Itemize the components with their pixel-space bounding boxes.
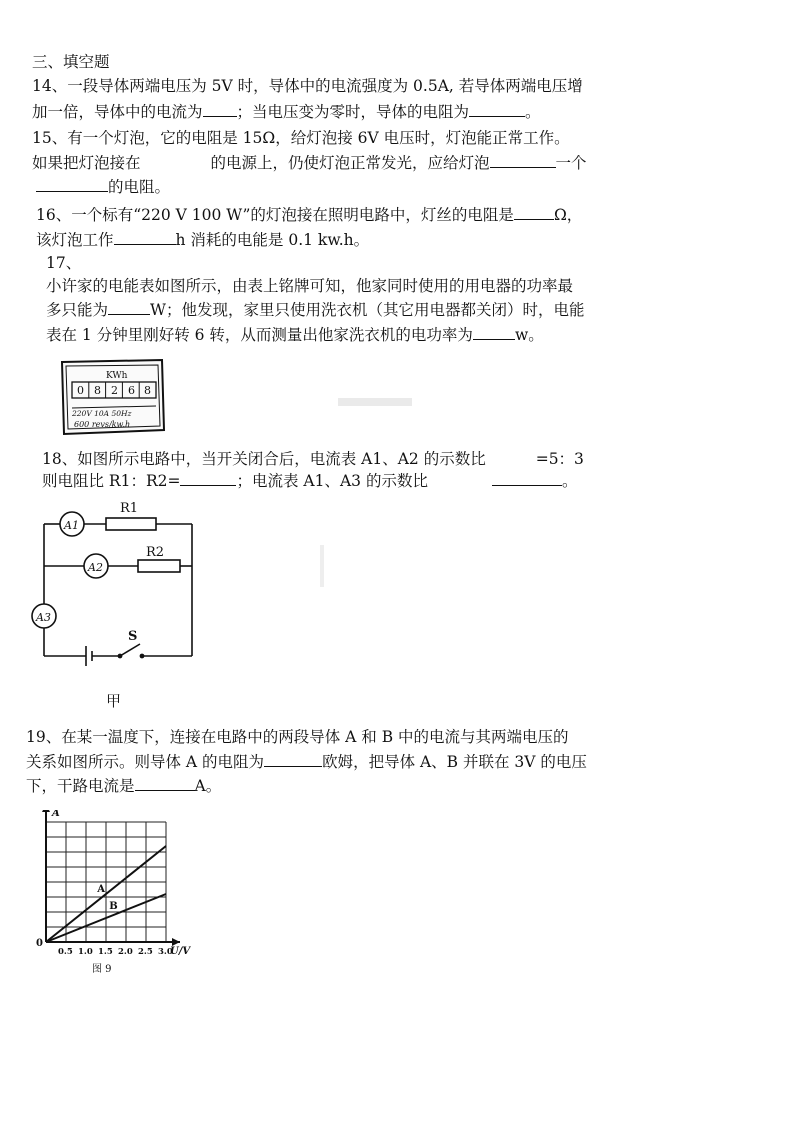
switch-label: S bbox=[128, 629, 138, 644]
q18-line2 bbox=[42, 471, 577, 491]
q18-text-2b: ；电流表 A1、A3 的示数比 bbox=[236, 472, 428, 490]
q19-text-3b: A。 bbox=[194, 777, 222, 795]
meter-digit: 6 bbox=[128, 384, 135, 397]
q16-line1 bbox=[36, 205, 582, 225]
ammeter-a3-label: A3 bbox=[36, 611, 51, 624]
q15-line1 bbox=[32, 128, 570, 148]
answer-blank[interactable] bbox=[490, 153, 556, 168]
iu-chart bbox=[30, 810, 210, 980]
meter-digit: 2 bbox=[111, 384, 118, 397]
section-title-text: 三、填空题 bbox=[32, 53, 110, 71]
q19-text-1: 19、在某一温度下，连接在电路中的两段导体 A 和 B 中的电流与其两端电压的 bbox=[26, 728, 569, 746]
x-axis-arrow bbox=[172, 938, 180, 946]
origin-label: 0 bbox=[36, 938, 43, 949]
q14-line2 bbox=[32, 102, 541, 122]
answer-blank[interactable] bbox=[135, 776, 195, 791]
q16-text-1b: Ω， bbox=[553, 206, 583, 224]
circuit-caption: 甲 bbox=[106, 692, 122, 710]
q14-text-2b: ；当电压变为零时，导体的电阻为 bbox=[236, 103, 470, 121]
section-title bbox=[32, 52, 110, 72]
q14-text-2a: 加一倍，导体中的电流为 bbox=[32, 103, 203, 121]
answer-blank[interactable] bbox=[203, 102, 237, 117]
answer-blank[interactable] bbox=[514, 205, 554, 220]
x-tick-label: 3.0 bbox=[158, 947, 173, 957]
meter-rating-label: 220V 10A 50Hz bbox=[72, 409, 132, 418]
energy-meter-figure bbox=[58, 356, 168, 440]
q15-text-2a: 如果把灯泡接在 bbox=[32, 154, 141, 172]
q18-text-2a: 则电阻比 R1：R2= bbox=[42, 472, 181, 490]
q19-line1 bbox=[26, 727, 569, 747]
q15-line2 bbox=[32, 153, 587, 173]
x-tick-label: 1.5 bbox=[98, 947, 113, 957]
q17-text-3a: 表在 1 分钟里刚好转 6 转，从而测量出他家洗衣机的电功率为 bbox=[46, 326, 473, 344]
q15-text-1: 15、有一个灯泡，它的电阻是 15Ω，给灯泡接 6V 电压时，灯泡能正常工作。 bbox=[32, 129, 570, 147]
answer-blank[interactable] bbox=[264, 752, 322, 767]
q16-text-1a: 16、一个标有“220 V 100 W”的灯泡接在照明电路中，灯丝的电阻是 bbox=[36, 206, 514, 224]
q17-text-2a: 多只能为 bbox=[46, 301, 109, 319]
q15-text-2b: 的电源上，仍使灯泡正常发光，应给灯泡 bbox=[210, 154, 490, 172]
q17-number bbox=[46, 253, 81, 273]
scan-smudge bbox=[320, 545, 324, 587]
answer-blank[interactable] bbox=[492, 471, 562, 486]
x-tick-label: 1.0 bbox=[78, 947, 93, 957]
chart-labels bbox=[36, 810, 191, 975]
answer-blank[interactable] bbox=[180, 471, 236, 486]
q19-text-2a: 关系如图所示。则导体 A 的电阻为 bbox=[26, 753, 265, 771]
q15-text-3: 的电阻。 bbox=[108, 178, 171, 196]
q18-line1 bbox=[42, 449, 584, 469]
meter-digit: 0 bbox=[77, 384, 84, 397]
q17-line3 bbox=[46, 325, 544, 345]
x-tick-label: 2.5 bbox=[138, 947, 153, 957]
q14-text-2c: 。 bbox=[525, 103, 541, 121]
q14-line1 bbox=[32, 76, 583, 96]
answer-blank[interactable] bbox=[469, 102, 525, 117]
circuit-diagram bbox=[20, 494, 220, 712]
q17-text-2b: W；他发现，家里只使用洗衣机（其它用电器都关闭）时，电能 bbox=[150, 301, 585, 319]
resistor-r2-label: R2 bbox=[146, 545, 165, 560]
x-tick-label: 2.0 bbox=[118, 947, 133, 957]
answer-blank[interactable] bbox=[108, 300, 150, 315]
q17-number-text: 17、 bbox=[46, 254, 82, 272]
ammeter-a1-label: A1 bbox=[64, 519, 79, 532]
answer-blank[interactable] bbox=[36, 177, 108, 192]
meter-unit-label: KWh bbox=[106, 371, 128, 381]
q17-line1 bbox=[46, 276, 573, 296]
meter-digit: 8 bbox=[94, 384, 101, 397]
q18-text-1b: =5：3 bbox=[535, 450, 584, 468]
q16-text-2b: h 消耗的电能是 0.1 kw.h。 bbox=[175, 231, 370, 249]
q19-text-3a: 下，干路电流是 bbox=[26, 777, 135, 795]
q19-text-2b: 欧姆，把导体 A、B 并联在 3V 的电压 bbox=[322, 753, 587, 771]
answer-blank[interactable] bbox=[473, 325, 515, 340]
q18-text-1a: 18、如图所示电路中，当开关闭合后，电流表 A1、A2 的示数比 bbox=[42, 450, 486, 468]
q14-text-1: 14、一段导体两端电压为 5V 时，导体中的电流强度为 0.5A, 若导体两端电压增 bbox=[32, 77, 583, 95]
resistor-r1-label: R1 bbox=[120, 501, 139, 516]
q15-line3 bbox=[36, 177, 170, 197]
ammeter-a2-label: A2 bbox=[88, 561, 103, 574]
q18-text-2c: 。 bbox=[561, 472, 578, 490]
q16-text-2a: 该灯泡工作 bbox=[36, 231, 114, 249]
answer-blank[interactable] bbox=[114, 230, 176, 245]
series-label-a: A bbox=[97, 883, 105, 895]
chart-axes bbox=[42, 810, 180, 946]
chart-grid bbox=[46, 822, 166, 942]
x-axis-label: U/V bbox=[170, 946, 191, 957]
q17-text-3b: w。 bbox=[514, 326, 544, 344]
y-axis-label: A bbox=[52, 810, 60, 819]
scan-smudge bbox=[338, 398, 412, 406]
y-axis-arrow bbox=[42, 810, 50, 812]
q17-line2 bbox=[46, 300, 584, 320]
meter-revs-label: 600 revs/kw.h bbox=[74, 420, 131, 429]
q16-line2 bbox=[36, 230, 369, 250]
q17-text-1: 小许家的电能表如图所示，由表上铭牌可知，他家同时使用的用电器的功率最 bbox=[46, 277, 574, 295]
x-tick-label: 0.5 bbox=[58, 947, 73, 957]
chart-caption: 图 9 bbox=[92, 964, 112, 975]
q19-line2 bbox=[26, 752, 587, 772]
meter-digit: 8 bbox=[144, 384, 151, 397]
series-label-b: B bbox=[109, 901, 118, 913]
q19-line3 bbox=[26, 776, 221, 796]
q15-text-2c: 一个 bbox=[555, 154, 587, 172]
